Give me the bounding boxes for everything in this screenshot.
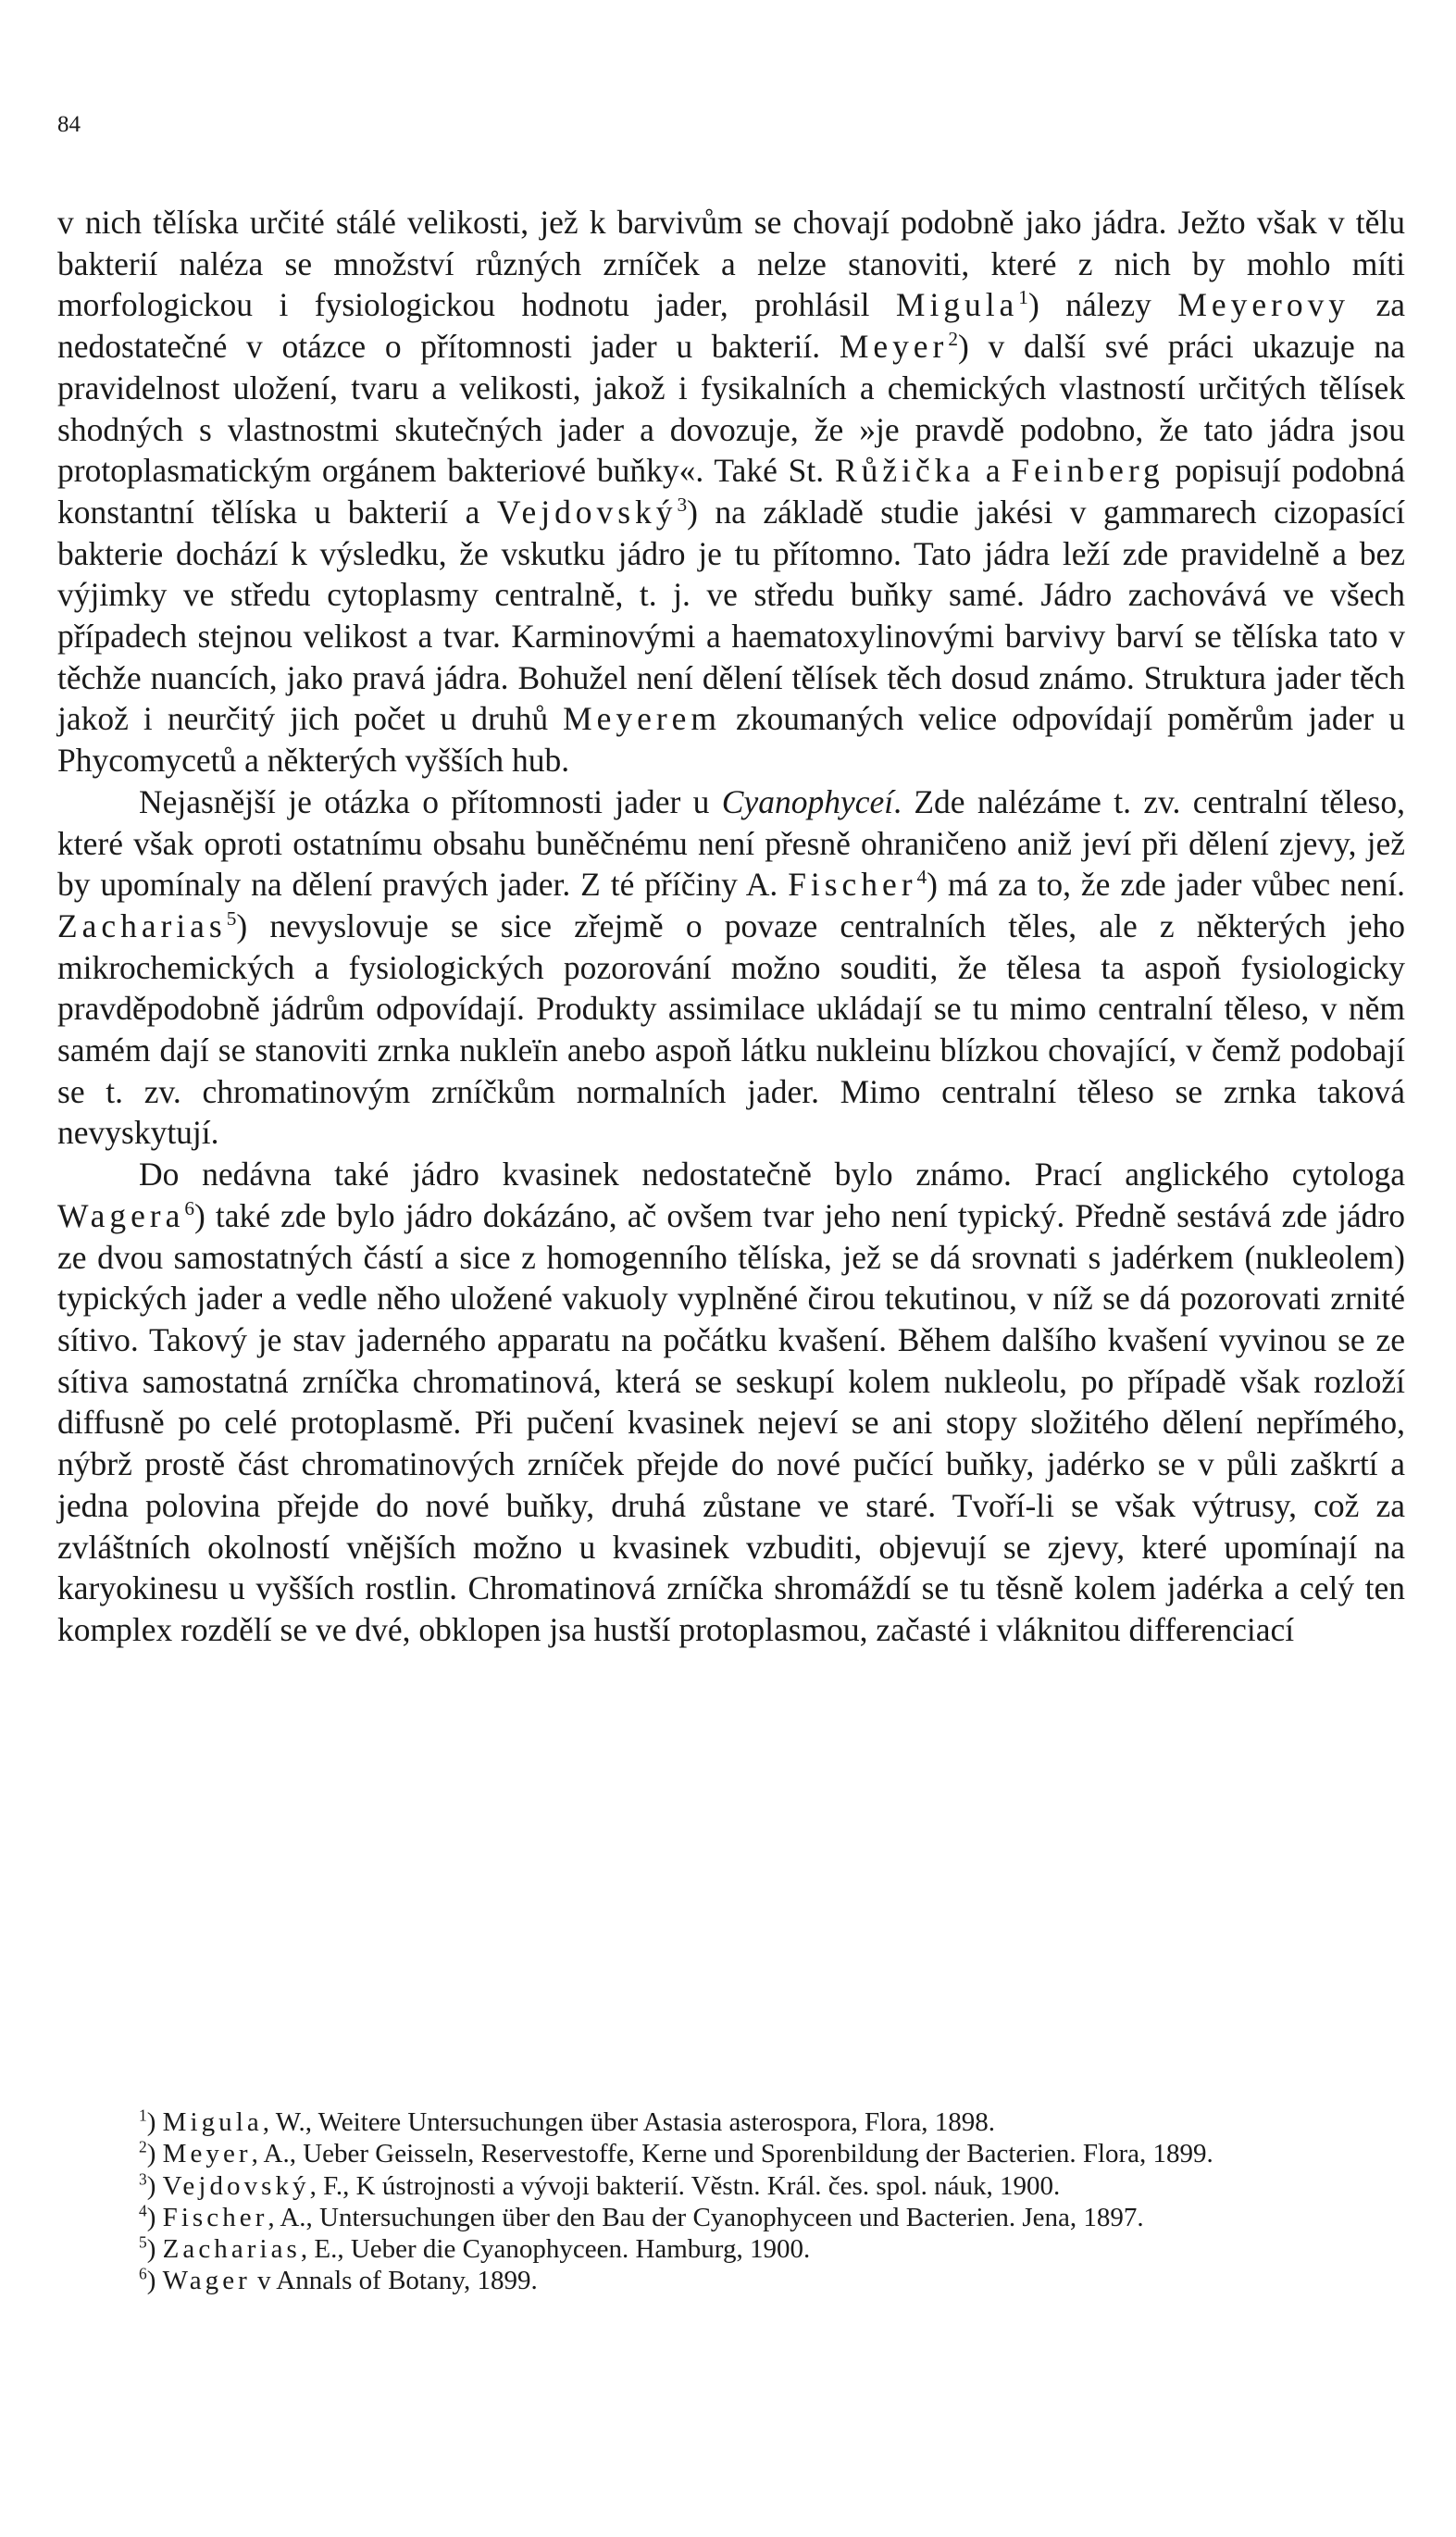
text-run: Do nedávna také jádro kvasinek nedostatečně bylo známo. Prací anglického cytologa — [139, 1156, 1405, 1194]
footnote — [57, 2170, 1405, 2202]
author-name: Wagera — [57, 1196, 185, 1234]
footnote — [57, 2202, 1405, 2233]
author-name: Meyer — [162, 2139, 252, 2169]
text-run: ) — [146, 2202, 163, 2232]
text-run: ) nálezy — [1027, 286, 1178, 324]
text-run: zkoumaných velice odpovídají poměrům jader u Phycomycetů a některých vyšších hub. — [57, 700, 1405, 780]
text-run: ) také zde bylo jádro dokázáno, ač ovšem tvar jeho není typický. Předně sestává zde jádro ze dvou samostatných částí a sice z homogenního tělíska, jež se dá srovnati s jadérkem (nukleolem) typických jader a vedle něho uložené vakuoly vyplněné čirou tekutinou, v níž se dá pozorovati zrnité sítivo. Takový je stav jaderného apparatu na počátku kvašení. Během dalšího kvašení vyvinou se ze sítiva samostatná zrníčka chromatinová, která se seskupí kolem nukleolu, po případě však rozloží diffusně po celé protoplasmě. Při pučení kvasinek nejeví se ani stopy složitého dělení nepřímého, nýbrž prostě část chromatinových zrníček přejde do nové pučící buňky, jadérko se v půli zaškrtí a jedna polovina přejde do nové buňky, druhá zůstane ve staré. Tvoří-li se však výtrusy, což za zvláštních okolností vnějších možno u kvasinek vzbuditi, objevují se zjevy, které upomínají na karyokinesu u vyšších rostlin. Chromatinová zrníčka shromáždí se tu těsně kolem jadérka a celý ten komplex rozdělí se ve dvé, obklopen jsa hustší protoplasmou, začasté i vláknitou differenciací — [57, 1196, 1405, 1648]
footnote-ref: 6 — [139, 2264, 147, 2283]
footnote-ref: 3 — [677, 494, 688, 517]
author-name: Meyerovy — [1177, 286, 1350, 324]
text-run: za nedostatečné v otázce o přítomnosti jader u bakterií. — [57, 286, 1405, 366]
footnote-ref: 2 — [948, 328, 958, 351]
body-text — [57, 202, 1405, 1651]
footnote — [57, 2106, 1405, 2138]
footnote-ref: 2 — [139, 2137, 147, 2156]
footnote-ref: 4 — [139, 2201, 147, 2220]
author-name: Meyerem — [563, 700, 721, 738]
text-run: ) — [146, 2266, 163, 2296]
footnote-ref: 1 — [1018, 286, 1028, 309]
text-run: ) — [146, 2107, 163, 2137]
text-run: Nejasnější je otázka o přítomnosti jader u — [139, 782, 722, 820]
italic-term: Cyanophyceí — [721, 782, 894, 820]
footnote — [57, 2265, 1405, 2296]
text-run: popisují podobná konstantní tělíska u bakterií a — [57, 452, 1405, 531]
text-run: ) — [146, 2234, 163, 2265]
text-run: ) v další své práci ukazuje na pravidelnost uložení, tvaru a velikosti, jakož i fysikalních a chemických vlastností určitých tělísek shodných s vlastnostmi skutečných jader a dovozuje, že »je pravdě podobno, že tato jádra jsou protoplasmatickým orgánem bakteriové buňky«. Také St. — [57, 328, 1405, 490]
author-name: Fischer — [788, 866, 917, 904]
footnote-ref: 6 — [184, 1197, 194, 1220]
author-name: Vejdovský — [496, 493, 678, 531]
text-run: ) — [146, 2170, 163, 2201]
footnote-ref: 5 — [139, 2232, 147, 2252]
text-run: , F., K ústrojnosti a vývoji bakterií. Věstn. Král. čes. spol. náuk, 1900. — [309, 2170, 1061, 2201]
author-name: Zacharias — [162, 2234, 301, 2265]
author-name: Zacharias — [57, 906, 227, 944]
paragraph — [57, 781, 1405, 1154]
author-name: Wager — [162, 2266, 251, 2296]
text-run: , E., Ueber die Cyanophyceen. Hamburg, 1900. — [300, 2234, 811, 2265]
text-run: . Zde nalézáme t. zv. centralní těleso, které však oproti ostatnímu obsahu buněčnému není přesně ohraničeno aniž jeví při dělení zjevy, jež by upomínaly na dělení pravých jader. Z té příčiny A. — [57, 782, 1406, 904]
author-name: Feinberg — [1011, 452, 1164, 490]
text-run: a — [975, 452, 1012, 490]
text-run: v nich tělíska určité stálé velikosti, jež k barvivům se chovají podobně jako jádra. Ježto však v tělu bakterií naléza se množství různých zrníček a nelze stanoviti, které z nich by mohlo míti morfologickou i fysiologickou hodnotu jader, prohlásil — [57, 204, 1405, 324]
author-name: Růžička — [834, 452, 976, 490]
footnotes — [57, 2106, 1405, 2297]
author-name: Meyer — [839, 328, 949, 366]
footnote-ref: 3 — [139, 2168, 147, 2188]
footnote — [57, 2138, 1405, 2169]
footnote — [57, 2233, 1405, 2265]
text-run: ) nevyslovuje se sice zřejmě o povaze centralních těles, ale z některých jeho mikrochemických a fysiologických pozorování možno souditi, že tělesa ta aspoň fysiologicky pravděpodobně jádrům odpovídají. Produkty assimilace ukládají se tu mimo centralní těleso, v něm samém dají se stanoviti zrnka nukleïn anebo aspoň látku nukleinu blízkou chovající, v čemž podobají se t. zv. chromatinovým zrníčkům normalních jader. Mimo centralní těleso se zrnka taková nevyskytují. — [57, 906, 1405, 1152]
author-name: Migula — [895, 286, 1019, 324]
paragraph — [57, 202, 1405, 781]
text-run: ) má za to, že zde jader vůbec není. — [927, 866, 1405, 904]
author-name: Migula — [162, 2107, 263, 2137]
footnote-ref: 4 — [916, 866, 927, 889]
text-run: , A., Untersuchungen über den Bau der Cyanophyceen und Bacterien. Jena, 1897. — [268, 2202, 1144, 2232]
footnote-ref: 5 — [226, 907, 237, 931]
text-run: v Annals of Botany, 1899. — [250, 2266, 538, 2296]
paragraph — [57, 1154, 1405, 1650]
author-name: Fischer — [162, 2202, 268, 2232]
text-run: ) — [146, 2139, 163, 2169]
author-name: Vejdovský — [162, 2170, 310, 2201]
page-number: 84 — [57, 112, 81, 137]
footnote-ref: 1 — [139, 2106, 147, 2125]
text-run: , A., Ueber Geisseln, Reservestoffe, Kerne und Sporenbildung der Bacterien. Flora, 1899. — [251, 2139, 1213, 2169]
text-run: , W., Weitere Untersuchungen über Astasia asterospora, Flora, 1898. — [262, 2107, 995, 2137]
text-run: ) na základě studie jakési v gammarech cizopasící bakterie dochází k výsledku, že vskutku jádro je tu přítomno. Tato jádra leží zde pravidelně a bez výjimky ve středu cytoplasmy centralně, t. j. ve středu buňky samé. Jádro zachovává ve všech případech stejnou velikost a tvar. Karminovými a haematoxylinovými barvivy barví se tělíska tato v těchže nuancích, jako pravá jádra. Bohužel není dělení tělísek těch dosud známo. Struktura jader těch jakož i neurčitý jich počet u druhů — [57, 493, 1405, 738]
